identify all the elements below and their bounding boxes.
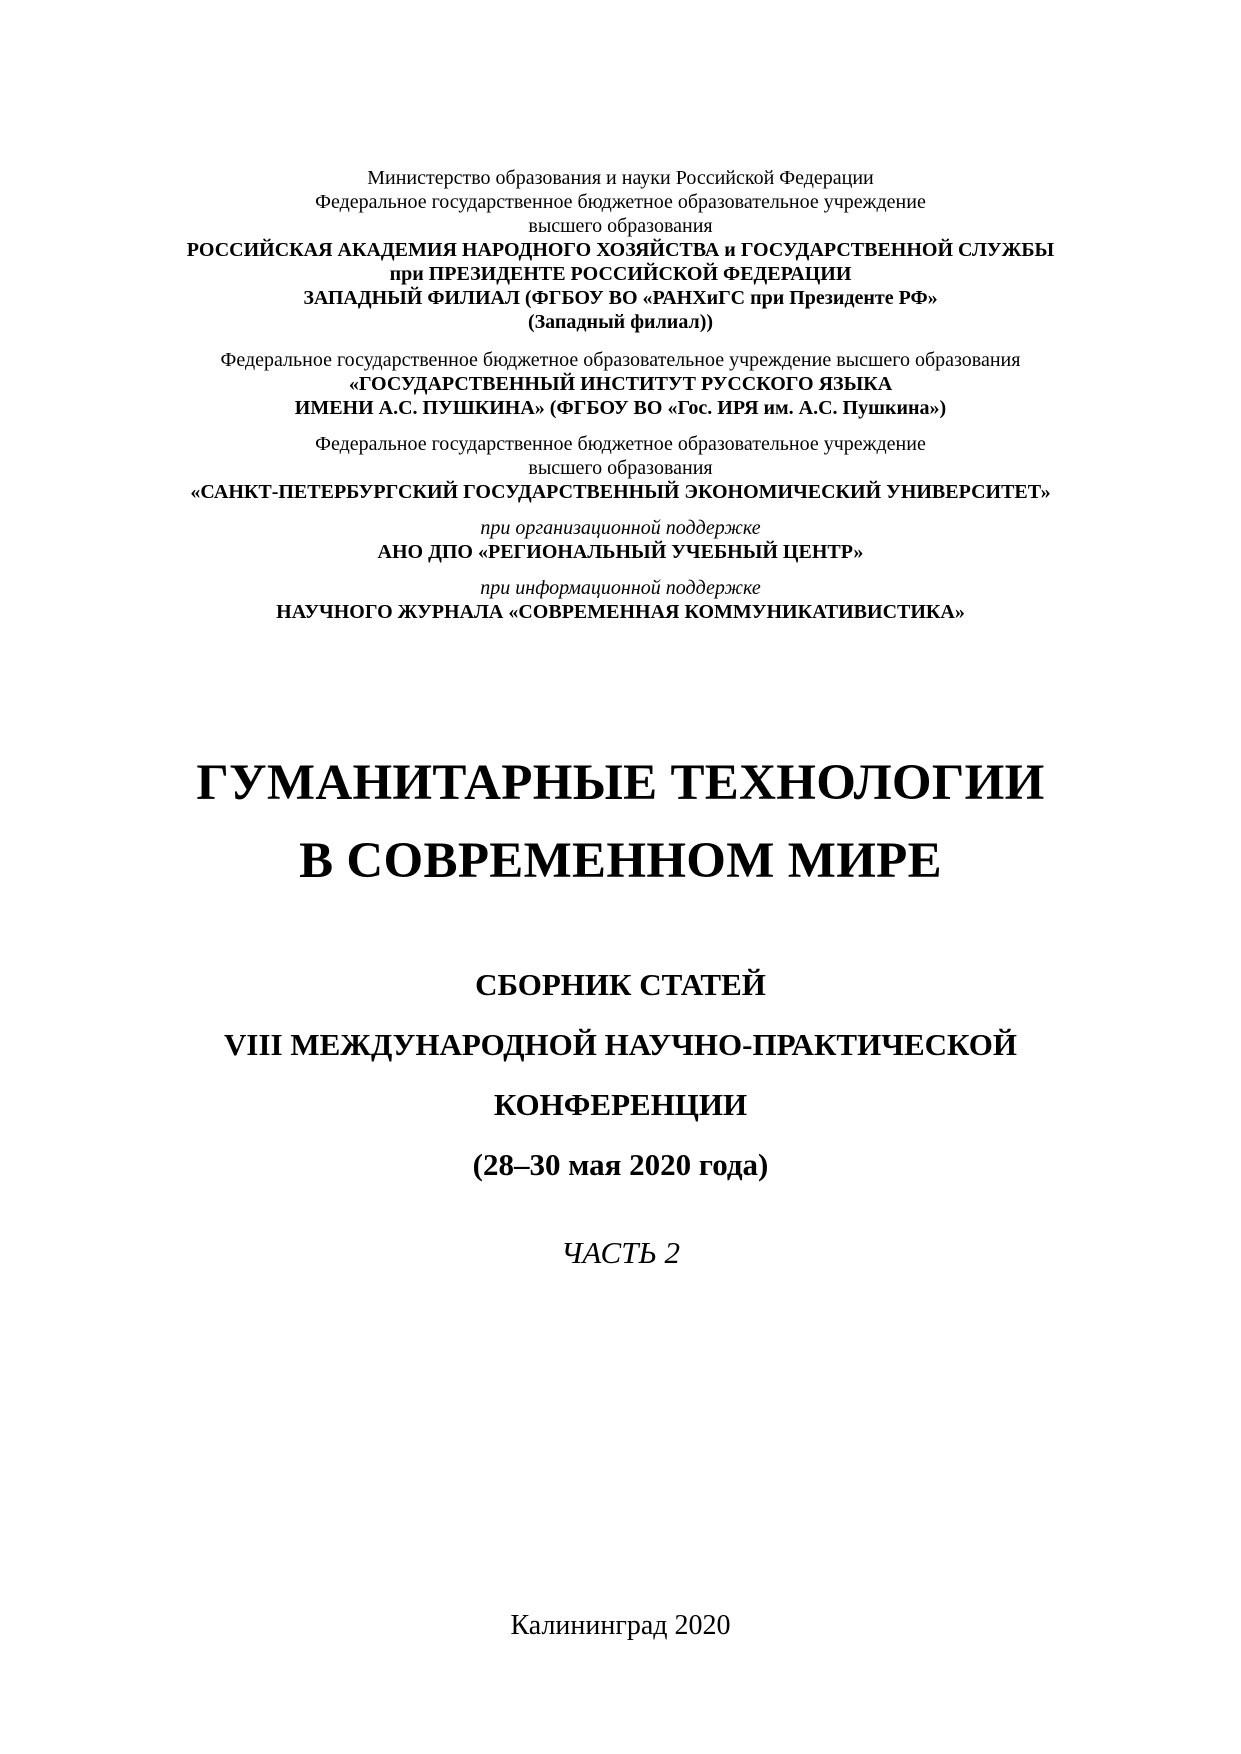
institution-name-line: ИМЕНИ А.С. ПУШКИНА» (ФГБОУ ВО «Гос. ИРЯ им. А.С. Пушкина») <box>294 397 947 419</box>
institution-name-line: (Западный филиал)) <box>527 311 714 333</box>
institution-name-line: ЗАПАДНЫЙ ФИЛИАЛ (ФГБОУ ВО «РАНХиГС при Президенте РФ» <box>303 287 938 309</box>
institution-name-line: при ПРЕЗИДЕНТЕ РОССИЙСКОЙ ФЕДЕРАЦИИ <box>389 263 852 285</box>
institution-name-line: «САНКТ-ПЕТЕРБУРГСКИЙ ГОСУДАРСТВЕННЫЙ ЭКОНОМИЧЕСКИЙ УНИВЕРСИТЕТ» <box>190 481 1051 503</box>
part-number: ЧАСТЬ 2 <box>561 1235 680 1270</box>
book-title-line: В СОВРЕМЕННОМ МИРЕ <box>299 833 942 889</box>
subtitle-line: VIII МЕЖДУНАРОДНОЙ НАУЧНО-ПРАКТИЧЕСКОЙ <box>224 1027 1017 1062</box>
support-label: при организационной поддержке <box>480 517 761 539</box>
support-label: при информационной поддержке <box>480 577 761 599</box>
institution-type-line: высшего образования <box>528 457 713 479</box>
city-year: Калининград 2020 <box>510 1610 731 1641</box>
institution-type-line: Федеральное государственное бюджетное образовательное учреждение <box>315 191 926 213</box>
subtitle-line: СБОРНИК СТАТЕЙ <box>475 967 766 1002</box>
conference-dates: (28–30 мая 2020 года) <box>472 1147 769 1182</box>
institution-name-line: «ГОСУДАРСТВЕННЫЙ ИНСТИТУТ РУССКОГО ЯЗЫКА <box>348 373 893 395</box>
institution-type-line: высшего образования <box>528 215 713 237</box>
institution-name-line: РОССИЙСКАЯ АКАДЕМИЯ НАРОДНОГО ХОЗЯЙСТВА и ГОСУДАРСТВЕННОЙ СЛУЖБЫ <box>186 239 1055 261</box>
institution-type-line: Федеральное государственное бюджетное образовательное учреждение <box>315 433 926 455</box>
support-name: АНО ДПО «РЕГИОНАЛЬНЫЙ УЧЕБНЫЙ ЦЕНТР» <box>377 541 864 563</box>
support-name: НАУЧНОГО ЖУРНАЛА «СОВРЕМЕННАЯ КОММУНИКАТИВИСТИКА» <box>276 601 965 623</box>
book-title-line: ГУМАНИТАРНЫЕ ТЕХНОЛОГИИ <box>196 755 1045 811</box>
ministry-line: Министерство образования и науки Российской Федерации <box>367 167 874 189</box>
institution-type-line: Федеральное государственное бюджетное образовательное учреждение высшего образования <box>220 349 1021 371</box>
subtitle-line: КОНФЕРЕНЦИИ <box>493 1087 748 1122</box>
